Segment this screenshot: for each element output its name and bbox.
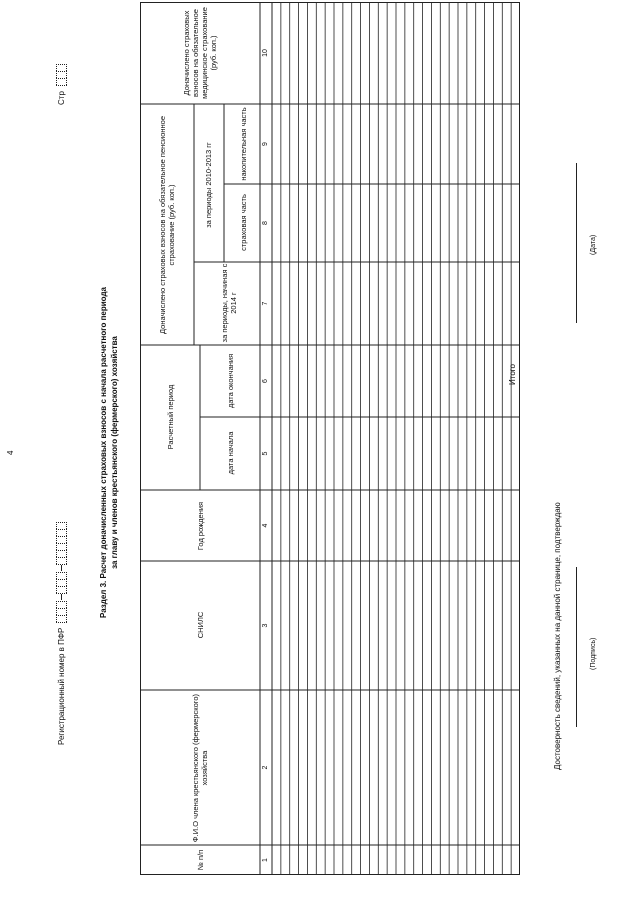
page-field-cells[interactable] [56, 64, 67, 85]
header-col-7-9-group: Доначислено страховых взносов на обязательное пенсионное страхование (руб. коп.) [158, 116, 176, 335]
page-field-label: Стр [57, 91, 66, 105]
registration-number-cells[interactable] [56, 522, 67, 622]
registration-number-cell[interactable] [56, 608, 67, 616]
registration-number-group [56, 522, 67, 564]
header-col-5: дата начала [225, 431, 235, 475]
column-number: 8 [262, 221, 269, 225]
page-field-cell[interactable] [56, 71, 67, 79]
header-col-5-6-group: Расчетный период [165, 384, 175, 450]
page-field-cell[interactable] [56, 78, 67, 86]
header-col-7: за периоды, начиная с 2014 г [220, 263, 238, 343]
header-col-2: Ф.И.О члена крестьянского (фермерского) хозяйства [191, 693, 209, 843]
registration-number-separator [61, 565, 62, 571]
header-col-10: Доначислено страховых взносов на обязательное медицинское страхование (руб. коп.) [182, 7, 218, 99]
section-title-line-2: за главу и членов крестьянского (фермерского) хозяйства [110, 336, 119, 569]
column-number: 9 [262, 142, 269, 146]
column-number: 5 [262, 451, 269, 456]
column-number: 2 [262, 765, 269, 770]
registration-number-group [56, 601, 67, 622]
column-number: 6 [262, 379, 269, 383]
section-title [98, 0, 120, 905]
column-number: 1 [262, 858, 269, 862]
header-col-6: дата окончания [225, 353, 235, 409]
header-col-8: страховая часть [238, 194, 248, 251]
header-col-1: № п/п [195, 849, 205, 871]
page-field [56, 64, 67, 105]
date-label: (Дата) [590, 234, 597, 255]
certification-statement: Достоверность сведений, указанных на данной странице, подтверждаю [553, 502, 562, 770]
column-number: 7 [262, 301, 269, 306]
signature-label: (Подпись) [590, 637, 597, 670]
registration-number-group [56, 572, 67, 593]
registration-number-cell[interactable] [56, 572, 67, 580]
date-line[interactable] [576, 163, 577, 323]
registration-number-field [56, 522, 67, 745]
contributions-table [140, 2, 520, 875]
registration-number-cell[interactable] [56, 557, 67, 565]
registration-number-cell[interactable] [56, 601, 67, 609]
registration-number-cell[interactable] [56, 579, 67, 587]
registration-number-cell[interactable] [56, 536, 67, 544]
column-number: 10 [262, 49, 269, 57]
registration-number-label: Регистрационный номер в ПФР [57, 627, 66, 745]
page-field-cell[interactable] [56, 64, 67, 72]
registration-number-cell[interactable] [56, 586, 67, 594]
registration-number-separator [61, 594, 62, 600]
section-title-line-1: Раздел 3. Расчет доначисленных страховых взносов с начала расчетного периода [99, 287, 108, 618]
registration-number-cell[interactable] [56, 550, 67, 558]
header-col-4: Год рождения [195, 501, 205, 551]
registration-number-cell[interactable] [56, 529, 67, 537]
page-number: 4 [6, 450, 15, 455]
registration-number-cell[interactable] [56, 522, 67, 530]
column-number: 3 [262, 623, 269, 628]
column-number: 4 [262, 523, 269, 528]
header-col-3: СНИЛС [195, 611, 205, 639]
signature-line[interactable] [576, 567, 577, 727]
total-label: Итого [508, 364, 517, 385]
header-col-8-9-group: за периоды 2010-2013 гг [203, 142, 213, 228]
header-col-9: накопительная часть [238, 107, 248, 181]
registration-number-cell[interactable] [56, 615, 67, 623]
registration-number-cell[interactable] [56, 543, 67, 551]
